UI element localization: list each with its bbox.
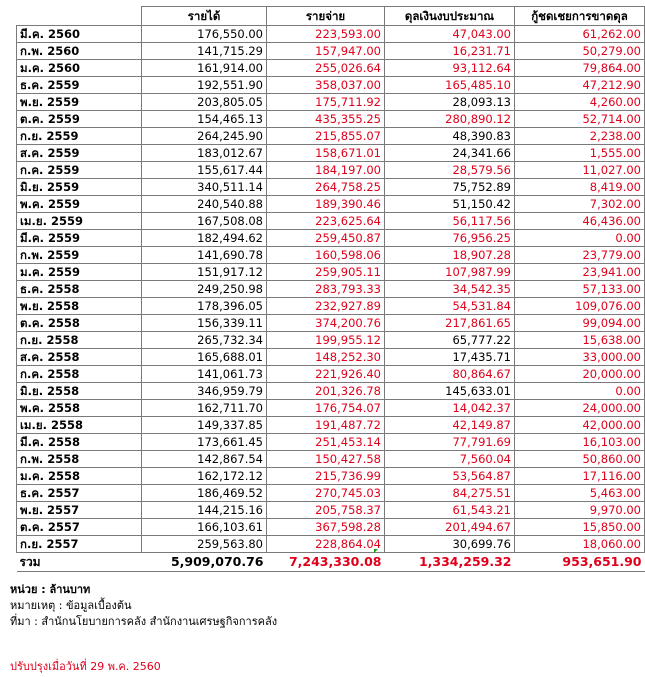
balance-cell: 77,791.69	[385, 434, 515, 451]
borrowing-cell: 7,302.00	[515, 196, 645, 213]
period-cell: ต.ค. 2558	[17, 315, 142, 332]
expenditure-cell: 232,927.89	[267, 298, 385, 315]
expenditure-cell: 435,355.25	[267, 111, 385, 128]
borrowing-cell: 0.00	[515, 383, 645, 400]
balance-cell: 75,752.89	[385, 179, 515, 196]
borrowing-cell: 15,638.00	[515, 332, 645, 349]
period-cell: มิ.ย. 2558	[17, 383, 142, 400]
remark-note: หมายเหตุ : ข้อมูลเบื้องต้น	[10, 599, 132, 612]
period-cell: ม.ค. 2558	[17, 468, 142, 485]
revenue-cell: 173,661.45	[142, 434, 267, 451]
balance-cell: 18,907.28	[385, 247, 515, 264]
revenue-cell: 183,012.67	[142, 145, 267, 162]
table-row	[17, 179, 645, 196]
balance-cell: 201,494.67	[385, 519, 515, 536]
revenue-cell: 141,061.73	[142, 366, 267, 383]
header-expenditure: รายจ่าย	[267, 7, 385, 26]
expenditure-cell: 264,758.25	[267, 179, 385, 196]
table-row	[17, 162, 645, 179]
table-row	[17, 536, 645, 553]
table-row	[17, 230, 645, 247]
expenditure-cell: 259,450.87	[267, 230, 385, 247]
expenditure-cell: 189,390.46	[267, 196, 385, 213]
balance-cell: 14,042.37	[385, 400, 515, 417]
source-note: ที่มา : สำนักนโยบายการคลัง สำนักงานเศรษฐกิจการคลัง	[10, 615, 278, 628]
period-cell: ก.ย. 2559	[17, 128, 142, 145]
table-row	[17, 213, 645, 230]
period-cell: ก.ย. 2558	[17, 332, 142, 349]
period-cell: ส.ค. 2558	[17, 349, 142, 366]
revenue-cell: 259,563.80	[142, 536, 267, 553]
balance-cell: 76,956.25	[385, 230, 515, 247]
period-cell: ม.ค. 2560	[17, 60, 142, 77]
revenue-cell: 162,172.12	[142, 468, 267, 485]
borrowing-cell: 109,076.00	[515, 298, 645, 315]
period-cell: เม.ย. 2559	[17, 213, 142, 230]
balance-cell: 165,485.10	[385, 77, 515, 94]
balance-cell: 51,150.42	[385, 196, 515, 213]
borrowing-cell: 61,262.00	[515, 26, 645, 43]
balance-cell: 65,777.22	[385, 332, 515, 349]
table-row	[17, 485, 645, 502]
borrowing-cell: 0.00	[515, 230, 645, 247]
revenue-cell: 142,867.54	[142, 451, 267, 468]
unit-note: หน่วย : ล้านบาท	[10, 583, 91, 596]
total-expenditure: 7,243,330.08	[267, 553, 385, 572]
balance-cell: 217,861.65	[385, 315, 515, 332]
balance-cell: 17,435.71	[385, 349, 515, 366]
expenditure-cell: 215,855.07	[267, 128, 385, 145]
table-row	[17, 94, 645, 111]
table-row	[17, 315, 645, 332]
period-cell: มิ.ย. 2559	[17, 179, 142, 196]
borrowing-cell: 46,436.00	[515, 213, 645, 230]
table-row	[17, 196, 645, 213]
header-deficit-borrowing: กู้ชดเชยการขาดดุล	[515, 7, 645, 26]
revenue-cell: 151,917.12	[142, 264, 267, 281]
period-cell: พ.ค. 2558	[17, 400, 142, 417]
balance-cell: 28,093.13	[385, 94, 515, 111]
expenditure-cell: 251,453.14	[267, 434, 385, 451]
balance-cell: 30,699.76	[385, 536, 515, 553]
revenue-cell: 265,732.34	[142, 332, 267, 349]
total-revenue: 5,909,070.76	[142, 553, 267, 572]
balance-cell: 47,043.00	[385, 26, 515, 43]
balance-cell: 61,543.21	[385, 502, 515, 519]
balance-cell: 48,390.83	[385, 128, 515, 145]
borrowing-cell: 1,555.00	[515, 145, 645, 162]
period-cell: พ.ค. 2559	[17, 196, 142, 213]
table-row	[17, 60, 645, 77]
table-row	[17, 400, 645, 417]
expenditure-cell: 157,947.00	[267, 43, 385, 60]
expenditure-cell: 228,864.04	[267, 536, 385, 553]
header-row	[17, 7, 645, 26]
expenditure-cell: 223,625.64	[267, 213, 385, 230]
table-row	[17, 332, 645, 349]
period-cell: ต.ค. 2559	[17, 111, 142, 128]
period-cell: ก.ค. 2559	[17, 162, 142, 179]
period-cell: มี.ค. 2559	[17, 230, 142, 247]
expenditure-cell: 270,745.03	[267, 485, 385, 502]
expenditure-cell: 283,793.33	[267, 281, 385, 298]
revenue-cell: 203,805.05	[142, 94, 267, 111]
header-budget-balance: ดุลเงินงบประมาณ	[385, 7, 515, 26]
borrowing-cell: 33,000.00	[515, 349, 645, 366]
borrowing-cell: 23,779.00	[515, 247, 645, 264]
period-cell: มี.ค. 2558	[17, 434, 142, 451]
expenditure-cell: 201,326.78	[267, 383, 385, 400]
expenditure-cell: 176,754.07	[267, 400, 385, 417]
table-row	[17, 145, 645, 162]
table-row	[17, 77, 645, 94]
period-cell: ก.พ. 2558	[17, 451, 142, 468]
borrowing-cell: 18,060.00	[515, 536, 645, 553]
revenue-cell: 161,914.00	[142, 60, 267, 77]
notes-block	[10, 582, 277, 630]
expenditure-cell: 374,200.76	[267, 315, 385, 332]
table-row	[17, 519, 645, 536]
balance-cell: 56,117.56	[385, 213, 515, 230]
expenditure-cell: 148,252.30	[267, 349, 385, 366]
revenue-cell: 141,690.78	[142, 247, 267, 264]
borrowing-cell: 57,133.00	[515, 281, 645, 298]
total-borrowing: 953,651.90	[515, 553, 645, 572]
period-cell: พ.ย. 2558	[17, 298, 142, 315]
period-cell: ธ.ค. 2557	[17, 485, 142, 502]
revenue-cell: 346,959.79	[142, 383, 267, 400]
table-row	[17, 111, 645, 128]
table-row	[17, 247, 645, 264]
period-cell: มี.ค. 2560	[17, 26, 142, 43]
revenue-cell: 149,337.85	[142, 417, 267, 434]
total-row	[17, 553, 645, 572]
table-row	[17, 383, 645, 400]
total-balance: 1,334,259.32	[385, 553, 515, 572]
balance-cell: 7,560.04	[385, 451, 515, 468]
revenue-cell: 176,550.00	[142, 26, 267, 43]
balance-cell: 93,112.64	[385, 60, 515, 77]
expenditure-cell: 223,593.00	[267, 26, 385, 43]
header-revenue: รายได้	[142, 7, 267, 26]
expenditure-cell: 160,598.06	[267, 247, 385, 264]
revenue-cell: 165,688.01	[142, 349, 267, 366]
table-row	[17, 434, 645, 451]
borrowing-cell: 79,864.00	[515, 60, 645, 77]
period-cell: ม.ค. 2559	[17, 264, 142, 281]
borrowing-cell: 2,238.00	[515, 128, 645, 145]
revenue-cell: 249,250.98	[142, 281, 267, 298]
revenue-cell: 192,551.90	[142, 77, 267, 94]
balance-cell: 80,864.67	[385, 366, 515, 383]
table-row	[17, 264, 645, 281]
table-row	[17, 468, 645, 485]
borrowing-cell: 15,850.00	[515, 519, 645, 536]
expenditure-cell: 158,671.01	[267, 145, 385, 162]
expenditure-cell: 199,955.12	[267, 332, 385, 349]
balance-cell: 145,633.01	[385, 383, 515, 400]
balance-cell: 24,341.66	[385, 145, 515, 162]
period-cell: ธ.ค. 2559	[17, 77, 142, 94]
expenditure-cell: 184,197.00	[267, 162, 385, 179]
period-cell: ก.ย. 2557	[17, 536, 142, 553]
period-cell: ก.ค. 2558	[17, 366, 142, 383]
borrowing-cell: 23,941.00	[515, 264, 645, 281]
period-cell: พ.ย. 2557	[17, 502, 142, 519]
expenditure-cell: 358,037.00	[267, 77, 385, 94]
borrowing-cell: 16,103.00	[515, 434, 645, 451]
borrowing-cell: 8,419.00	[515, 179, 645, 196]
balance-cell: 107,987.99	[385, 264, 515, 281]
cell-comment-marker-icon	[374, 549, 378, 553]
table-row	[17, 128, 645, 145]
revenue-cell: 340,511.14	[142, 179, 267, 196]
expenditure-cell: 215,736.99	[267, 468, 385, 485]
table-body	[17, 26, 645, 553]
period-cell: ต.ค. 2557	[17, 519, 142, 536]
table-row	[17, 43, 645, 60]
revenue-cell: 182,494.62	[142, 230, 267, 247]
borrowing-cell: 50,279.00	[515, 43, 645, 60]
borrowing-cell: 42,000.00	[515, 417, 645, 434]
revenue-cell: 144,215.16	[142, 502, 267, 519]
borrowing-cell: 99,094.00	[515, 315, 645, 332]
total-label: รวม	[17, 553, 142, 572]
period-cell: ส.ค. 2559	[17, 145, 142, 162]
table-row	[17, 417, 645, 434]
table-row	[17, 281, 645, 298]
borrowing-cell: 9,970.00	[515, 502, 645, 519]
borrowing-cell: 5,463.00	[515, 485, 645, 502]
revenue-cell: 178,396.05	[142, 298, 267, 315]
revenue-cell: 264,245.90	[142, 128, 267, 145]
period-cell: พ.ย. 2559	[17, 94, 142, 111]
period-cell: ธ.ค. 2558	[17, 281, 142, 298]
borrowing-cell: 24,000.00	[515, 400, 645, 417]
header-period	[17, 7, 142, 26]
borrowing-cell: 50,860.00	[515, 451, 645, 468]
borrowing-cell: 4,260.00	[515, 94, 645, 111]
fiscal-table	[16, 6, 645, 572]
expenditure-cell: 205,758.37	[267, 502, 385, 519]
revenue-cell: 154,465.13	[142, 111, 267, 128]
balance-cell: 84,275.51	[385, 485, 515, 502]
balance-cell: 42,149.87	[385, 417, 515, 434]
table-row	[17, 366, 645, 383]
revenue-cell: 240,540.88	[142, 196, 267, 213]
updated-date: ปรับปรุงเมื่อวันที่ 29 พ.ค. 2560	[10, 660, 161, 673]
table-row	[17, 451, 645, 468]
expenditure-cell: 367,598.28	[267, 519, 385, 536]
revenue-cell: 156,339.11	[142, 315, 267, 332]
table-row	[17, 349, 645, 366]
borrowing-cell: 52,714.00	[515, 111, 645, 128]
period-cell: เม.ย. 2558	[17, 417, 142, 434]
table-row	[17, 502, 645, 519]
borrowing-cell: 17,116.00	[515, 468, 645, 485]
expenditure-cell: 221,926.40	[267, 366, 385, 383]
expenditure-cell: 175,711.92	[267, 94, 385, 111]
revenue-cell: 155,617.44	[142, 162, 267, 179]
revenue-cell: 167,508.08	[142, 213, 267, 230]
borrowing-cell: 11,027.00	[515, 162, 645, 179]
expenditure-cell: 191,487.72	[267, 417, 385, 434]
period-cell: ก.พ. 2559	[17, 247, 142, 264]
period-cell: ก.พ. 2560	[17, 43, 142, 60]
expenditure-cell: 150,427.58	[267, 451, 385, 468]
expenditure-cell: 255,026.64	[267, 60, 385, 77]
balance-cell: 54,531.84	[385, 298, 515, 315]
revenue-cell: 141,715.29	[142, 43, 267, 60]
revenue-cell: 166,103.61	[142, 519, 267, 536]
expenditure-cell: 259,905.11	[267, 264, 385, 281]
revenue-cell: 162,711.70	[142, 400, 267, 417]
balance-cell: 28,579.56	[385, 162, 515, 179]
balance-cell: 34,542.35	[385, 281, 515, 298]
balance-cell: 53,564.87	[385, 468, 515, 485]
borrowing-cell: 47,212.90	[515, 77, 645, 94]
borrowing-cell: 20,000.00	[515, 366, 645, 383]
revenue-cell: 186,469.52	[142, 485, 267, 502]
table-row	[17, 298, 645, 315]
table-row	[17, 26, 645, 43]
balance-cell: 16,231.71	[385, 43, 515, 60]
balance-cell: 280,890.12	[385, 111, 515, 128]
